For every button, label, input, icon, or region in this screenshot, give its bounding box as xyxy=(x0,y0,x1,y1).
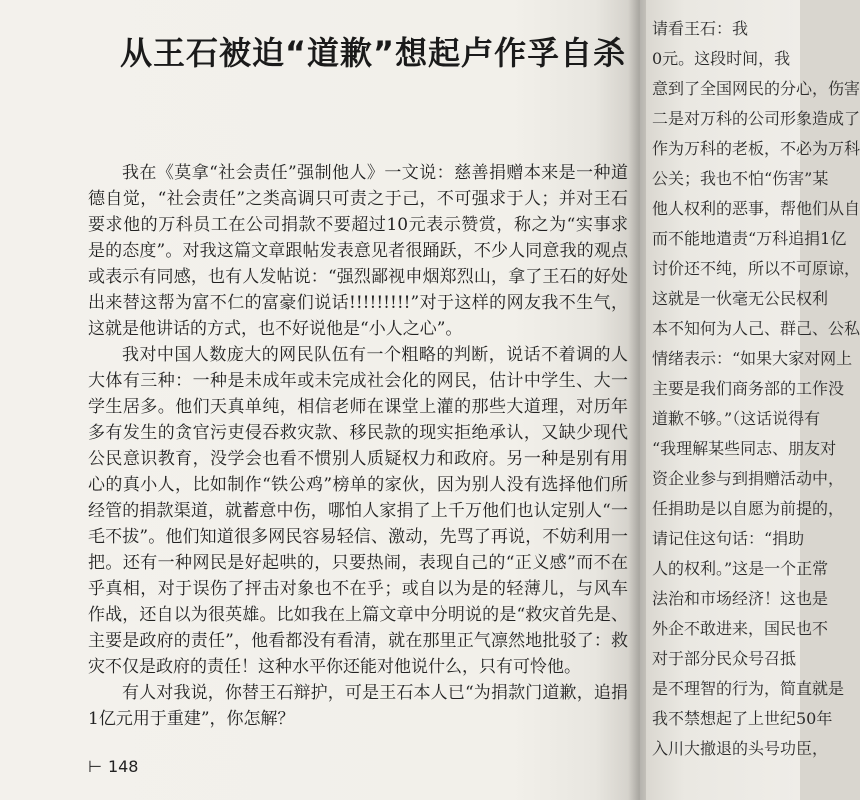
chapter-title: 从王石被迫“道歉”想起卢作孚自杀 xyxy=(120,34,627,72)
right-line: 讨价还不纯，所以不可原谅， xyxy=(652,259,860,278)
page-number: 148 xyxy=(107,757,139,776)
body-text xyxy=(88,160,628,732)
paragraph-3: 有人对我说，你替王石辩护，可是王石本人已“为捐款门道歉，追捐1亿元用于重建”，你怎解？ xyxy=(88,683,628,729)
right-line: 资企业参与到捐赠活动中， xyxy=(652,469,845,488)
right-line: 而不能地遣责“万科追捐1亿 xyxy=(652,229,847,248)
right-line: “我理解某些同志、朋友对 xyxy=(652,439,837,458)
right-line: 主要是我们商务部的工作没 xyxy=(652,379,845,398)
folio-mark-icon: ⊢ xyxy=(88,757,102,776)
right-line: 任捐助是以自愿为前提的， xyxy=(652,499,845,518)
right-line: 人的权利。”这是一个正常 xyxy=(652,559,829,578)
paragraph-2: 我对中国人数庞大的网民队伍有一个粗略的判断，说话不着调的人大体有三种：一种是未成年或未完成社会化的网民，估计中学生、大一学生居多。他们天真单纯，相信老师在课堂上灌的那些大道理，对历年多有发生的贪官污吏侵吞救灾款、移民款的现实拒绝承认，又缺少现代公民意识教育，没学会也看不惯别人质疑权力和政府。另一种是别有用心的真小人，比如制作“铁公鸡”榜单的家伙，因为别人没有选择他们所经管的捐款渠道，就蓄意中伤，哪怕人家捐了上千万他们也认定别人“一毛不拔”。他们知道很多网民容易轻信、激动，先骂了再说，不妨利用一把。还有一种网民是好起哄的，只要热闹，表现自己的“正义感”而不在乎真相，对于误伤了抨击对象也不在乎；或自以为是的轻薄儿，与风车作战，还自以为很英雄。比如我在上篇文章中分明说的是“救灾首先是、主要是政府的责任”，他看都没有看清，就在那里正气凛然地批驳了：救灾不仅是政府的责任！这种水平你还能对他说什么，只有可怜他。 xyxy=(88,345,628,677)
right-line: 请记住这句话：“捐助 xyxy=(652,529,805,548)
paragraph-1: 我在《莫拿“社会责任”强制他人》一文说：慈善捐赠本来是一种道德自觉，“社会责任”之类高调只可责之于己，不可强求于人；并对王石要求他的万科员工在公司捐款不要超过10元表示赞赏，称之为“实事求是的态度”。对我这篇文章跟帖发表意见者很踊跃，不少人同意我的观点或表示有同感，也有人发帖说：“强烈鄙视申烟郑烈山，拿了王石的好处出来替这帮为富不仁的富豪们说话!!!!!!!!!”对于这样的网友我不生气，这就是他讲话的方式，也不好说他是“小人之心”。 xyxy=(88,163,628,339)
right-line: 情绪表示：“如果大家对网上 xyxy=(652,349,853,368)
right-line: 二是对万科的公司形象造成了 xyxy=(652,109,860,128)
right-line: 本不知何为人己、群己、公私 xyxy=(652,319,860,338)
right-line: 意到了全国网民的分心，伤害 xyxy=(652,79,860,98)
right-line: 这就是一伙毫无公民权利 xyxy=(652,289,829,308)
right-line: 是不理智的行为，简直就是 xyxy=(652,679,845,698)
right-line: 外企不敢进来，国民也不 xyxy=(652,619,829,638)
right-page-text xyxy=(652,14,860,764)
right-line: 作为万科的老板，不必为万科 xyxy=(652,139,860,158)
right-line: 入川大撤退的头号功臣， xyxy=(652,739,829,758)
page-number-footer xyxy=(88,757,138,776)
right-line: 我不禁想起了上世纪50年 xyxy=(652,709,833,728)
right-line: 0元。这段时间，我 xyxy=(652,49,791,68)
right-line: 法治和市场经济！这也是 xyxy=(652,589,829,608)
right-line: 他人权利的恶事，帮他们从自 xyxy=(652,199,860,218)
right-line: 对于部分民众号召抵 xyxy=(652,649,797,668)
right-line: 请看王石：我 xyxy=(652,19,749,38)
right-page xyxy=(646,0,860,800)
right-line: 道歉不够。”（这话说得有 xyxy=(652,409,821,428)
right-line: 公关；我也不怕“伤害”某 xyxy=(652,169,829,188)
